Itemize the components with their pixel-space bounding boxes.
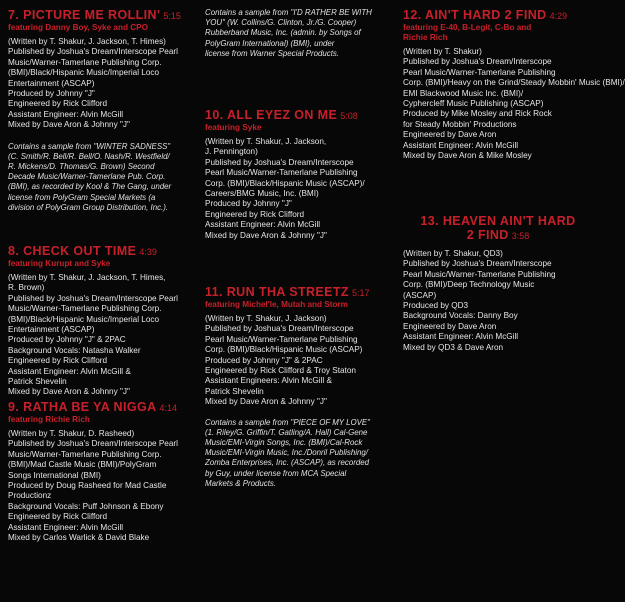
credit-line: Mixed by Dave Aron & Johnny "J" bbox=[8, 120, 130, 130]
credit-line: (C. Smith/R. Bell/R. Bell/O. Nash/R. Westfield/ bbox=[8, 151, 170, 161]
credit-line: Assistant Engineer: Alvin McGill & bbox=[8, 366, 131, 376]
credit-line: Published by Joshua's Dream/Interscope bbox=[205, 324, 354, 334]
credit-line: Produced by Doug Rasheed for Mad Castle bbox=[8, 481, 167, 491]
credit-line: Mixed by Dave Aron & Johnny "J" bbox=[8, 387, 130, 397]
track-13-title bbox=[403, 214, 593, 243]
credit-line: R. Mickens/D. Thomas/G. Brown) Second bbox=[8, 162, 155, 172]
credit-line: Decade Music/Warner-Tamerlane Pub. Corp. bbox=[8, 172, 166, 182]
credit-line: J. Pennington) bbox=[205, 147, 258, 157]
track-12-duration: 4:29 bbox=[549, 11, 568, 21]
credit-line: Patrick Shevelin bbox=[8, 377, 67, 387]
track-13-title-line-1: 13. HEAVEN AIN'T HARD bbox=[420, 214, 576, 228]
track-13 bbox=[403, 214, 593, 353]
credit-line: Published by Joshua's Dream/Interscope bbox=[205, 157, 354, 167]
track-11-featuring: featuring Michel'le, Mutah and Storm bbox=[205, 300, 348, 309]
credit-line: YOU" (W. Collins/G. Clinton, Jr./G. Cooper) bbox=[205, 18, 357, 28]
credit-line: Entertainment (ASCAP) bbox=[8, 78, 95, 88]
credit-line: Corp. (BMI)/Deep Technology Music bbox=[403, 280, 535, 290]
track-12 bbox=[403, 8, 625, 161]
credit-line: Music/Warner-Tamerlane Publishing Corp. bbox=[8, 304, 162, 314]
credit-line: Background Vocals: Natasha Walker bbox=[8, 345, 141, 355]
track-9-sample-note bbox=[205, 8, 393, 59]
track-8-title: 8. CHECK OUT TIME 4:39 bbox=[8, 244, 157, 258]
credit-line: Published by Joshua's Dream/Interscope bbox=[403, 57, 552, 67]
credit-line: Assistant Engineers: Alvin McGill & bbox=[205, 376, 332, 386]
credit-line: (1. Riley/G. Griffin/T. Gatling/A. Hall) Cal-Gene bbox=[205, 427, 368, 437]
credit-line: Engineered by Rick Clifford & Troy Staton bbox=[205, 366, 356, 376]
credit-line: Mixed by Dave Aron & Johnny "J" bbox=[205, 230, 327, 240]
credit-line: Engineered by Rick Clifford bbox=[8, 512, 108, 522]
credit-line: Pearl Music/Warner-Tamerlane Publishing bbox=[403, 269, 556, 279]
credit-line: Zomba Enterprises, Inc. (ASCAP), as recorded bbox=[205, 458, 370, 468]
track-8-duration: 4:39 bbox=[139, 247, 157, 257]
track-7 bbox=[8, 8, 196, 213]
credit-line: (Written by T. Shakur, QD3) bbox=[403, 249, 503, 258]
credit-line: Assistant Engineer: Alvin McGill bbox=[8, 522, 124, 532]
credit-line: Music/EMI-Virgin Songs, Inc. (BMI)/Cal-Rock bbox=[205, 438, 363, 448]
credit-line: Engineered by Rick Clifford bbox=[205, 209, 305, 219]
track-13-title-line-2: 2 FIND bbox=[466, 228, 509, 242]
credit-line: Corp. (BMI)/Heavy on the Grind/Steady Mobbin' Music (BMI)/ bbox=[403, 78, 625, 88]
track-9-duration: 4:14 bbox=[159, 403, 178, 413]
credit-line: license from Warner Special Products. bbox=[205, 48, 340, 58]
credit-line: Mixed by QD3 & Dave Aron bbox=[403, 342, 504, 352]
track-9-title: 9. RATHA BE YA NIGGA 4:14 bbox=[8, 400, 178, 414]
credit-line: Published by Joshua's Dream/Interscope Pearl bbox=[8, 293, 178, 303]
credit-line: Produced by Johnny "J" & 2PAC bbox=[205, 355, 323, 365]
track-7-title: 7. PICTURE ME ROLLIN' 5:15 bbox=[8, 8, 181, 22]
track-9 bbox=[8, 400, 196, 543]
credit-line: Assistant Engineer: Alvin McGill bbox=[403, 332, 519, 342]
credit-line: (Written by T. Shakur) bbox=[403, 47, 482, 56]
track-9-credits bbox=[8, 429, 196, 543]
credit-line: EMI Blackwood Music Inc. (BMI)/ bbox=[403, 88, 524, 98]
credit-line: Corp. (BMI)/Black/Hispanic Music (ASCAP)/ bbox=[205, 178, 365, 188]
credit-line: (Written by T. Shakur, J. Jackson, bbox=[205, 137, 327, 146]
track-8-featuring: featuring Kurupt and Syke bbox=[8, 259, 111, 268]
credit-line: Markets & Products. bbox=[205, 478, 277, 488]
track-13-duration: 3:58 bbox=[511, 231, 530, 241]
credit-line: Songs International (BMI) bbox=[8, 470, 101, 480]
credit-line: Music/EMI-Virgin Music, Inc./Donril Publishing/ bbox=[205, 448, 368, 458]
track-10-duration: 5:08 bbox=[340, 111, 358, 121]
track-11 bbox=[205, 285, 393, 489]
track-12-featuring-line-1: featuring E-40, B-Legit, C-Bo and bbox=[403, 23, 532, 32]
credit-line: Assistant Engineer: Alvin McGill bbox=[8, 109, 124, 119]
credit-line: for Steady Mobbin' Productions bbox=[403, 119, 517, 129]
credit-line: Published by Joshua's Dream/Interscope bbox=[403, 259, 552, 269]
track-12-credits bbox=[403, 47, 625, 161]
credit-line: Cyphercleff Music Publishing (ASCAP) bbox=[403, 99, 544, 109]
credit-line: (ASCAP) bbox=[403, 290, 437, 300]
credit-line: Rubberband Music, Inc. (admin. by Songs of bbox=[205, 28, 361, 38]
credit-line: Assistant Engineer: Alvin McGill bbox=[205, 220, 321, 230]
credit-line: division of PolyGram Group Distribution, Inc.). bbox=[8, 202, 169, 212]
track-11-title: 11. RUN THA STREETZ 5:17 bbox=[205, 285, 370, 299]
credit-line: Produced by QD3 bbox=[403, 301, 469, 311]
credit-line: Pearl Music/Warner-Tamerlane Publishing bbox=[205, 334, 358, 344]
credit-line: by Guy, under license from MCA Special bbox=[205, 468, 347, 478]
credit-line: Produced by Mike Mosley and Rick Rock bbox=[403, 109, 552, 119]
credit-line: Published by Joshua's Dream/Interscope Pearl bbox=[8, 47, 178, 57]
credit-line: Mixed by Carlos Warlick & David Blake bbox=[8, 533, 150, 543]
credit-line: Careers/BMG Music, Inc. (BMI) bbox=[205, 189, 319, 199]
track-12-title: 12. AIN'T HARD 2 FIND 4:29 bbox=[403, 8, 568, 22]
credit-line: Engineered by Rick Clifford bbox=[8, 99, 108, 109]
credit-line: Corp. (BMI)/Black/Hispanic Music (ASCAP) bbox=[205, 345, 363, 355]
credit-line: Productionz bbox=[8, 491, 52, 501]
credit-line: Patrick Shevelin bbox=[205, 386, 264, 396]
track-8-credits bbox=[8, 273, 196, 398]
credit-line: Contains a sample from "WINTER SADNESS" bbox=[8, 141, 171, 151]
track-9-featuring: featuring Richie Rich bbox=[8, 415, 90, 424]
credit-line: license from PolyGram Special Markets (a bbox=[8, 192, 156, 202]
credit-line: Produced by Johnny "J" bbox=[8, 89, 95, 99]
track-11-sample-note bbox=[205, 418, 393, 489]
track-11-duration: 5:17 bbox=[351, 288, 370, 298]
track-9-sample-note-block bbox=[205, 8, 393, 59]
credit-line: Engineered by Dave Aron bbox=[403, 321, 497, 331]
credit-line: Pearl Music/Warner-Tamerlane Publishing bbox=[403, 67, 556, 77]
credit-line: Pearl Music/Warner-Tamerlane Publishing bbox=[205, 168, 358, 178]
credit-line: Produced by Johnny "J" bbox=[205, 199, 292, 209]
credit-line: (BMI)/Black/Hispanic Music/Imperial Loco bbox=[8, 68, 160, 78]
credit-line: (Written by T. Shakur, J. Jackson, T. Himes, bbox=[8, 273, 166, 282]
track-8 bbox=[8, 244, 196, 398]
credit-line: Published by Joshua's Dream/Interscope Pearl bbox=[8, 439, 178, 449]
credit-line: R. Brown) bbox=[8, 283, 45, 293]
credit-line: (BMI)/Mad Castle Music (BMI)/PolyGram bbox=[8, 460, 157, 470]
track-7-credits bbox=[8, 37, 196, 131]
credit-line: Contains a sample from "I'D RATHER BE WITH bbox=[205, 8, 372, 17]
credit-line: Background Vocals: Danny Boy bbox=[403, 311, 518, 321]
credit-line: Background Vocals: Puff Johnson & Ebony bbox=[8, 501, 164, 511]
track-11-credits bbox=[205, 314, 393, 408]
credit-line: Mixed by Dave Aron & Johnny "J" bbox=[205, 397, 327, 407]
credit-line: Mixed by Dave Aron & Mike Mosley bbox=[403, 151, 532, 161]
track-10-credits bbox=[205, 137, 393, 241]
credit-line: Engineered by Rick Clifford bbox=[8, 356, 108, 366]
track-10-featuring: featuring Syke bbox=[205, 123, 262, 132]
credit-line: (Written by T. Shakur, J. Jackson) bbox=[205, 314, 327, 323]
credit-line: PolyGram International) (BMI), under bbox=[205, 38, 335, 48]
credit-line: Music/Warner-Tamerlane Publishing Corp. bbox=[8, 57, 162, 67]
track-7-featuring: featuring Danny Boy, Syke and CPO bbox=[8, 23, 148, 32]
track-7-sample-note bbox=[8, 142, 196, 213]
track-10 bbox=[205, 108, 393, 241]
credit-line: Music/Warner-Tamerlane Publishing Corp. bbox=[8, 449, 162, 459]
track-13-credits bbox=[403, 249, 593, 353]
credit-line: (Written by T. Shakur, J. Jackson, T. Himes) bbox=[8, 37, 166, 46]
track-10-title: 10. ALL EYEZ ON ME 5:08 bbox=[205, 108, 358, 122]
credit-line: Produced by Johnny "J" & 2PAC bbox=[8, 335, 126, 345]
credit-line: Entertainment (ASCAP) bbox=[8, 325, 95, 335]
track-12-featuring-line-2: Richie Rich bbox=[403, 33, 448, 42]
credit-line: (Written by T. Shakur, D. Rasheed) bbox=[8, 429, 135, 438]
credit-line: Engineered by Dave Aron bbox=[403, 130, 497, 140]
track-7-duration: 5:15 bbox=[163, 11, 181, 21]
credit-line: Assistant Engineer: Alvin McGill bbox=[403, 140, 519, 150]
credit-line: Contains a sample from "PIECE OF MY LOVE" bbox=[205, 417, 370, 427]
credit-line: (BMI), as recorded by Kool & The Gang, under bbox=[8, 182, 172, 192]
credit-line: (BMI)/Black/Hispanic Music/Imperial Loco bbox=[8, 314, 160, 324]
